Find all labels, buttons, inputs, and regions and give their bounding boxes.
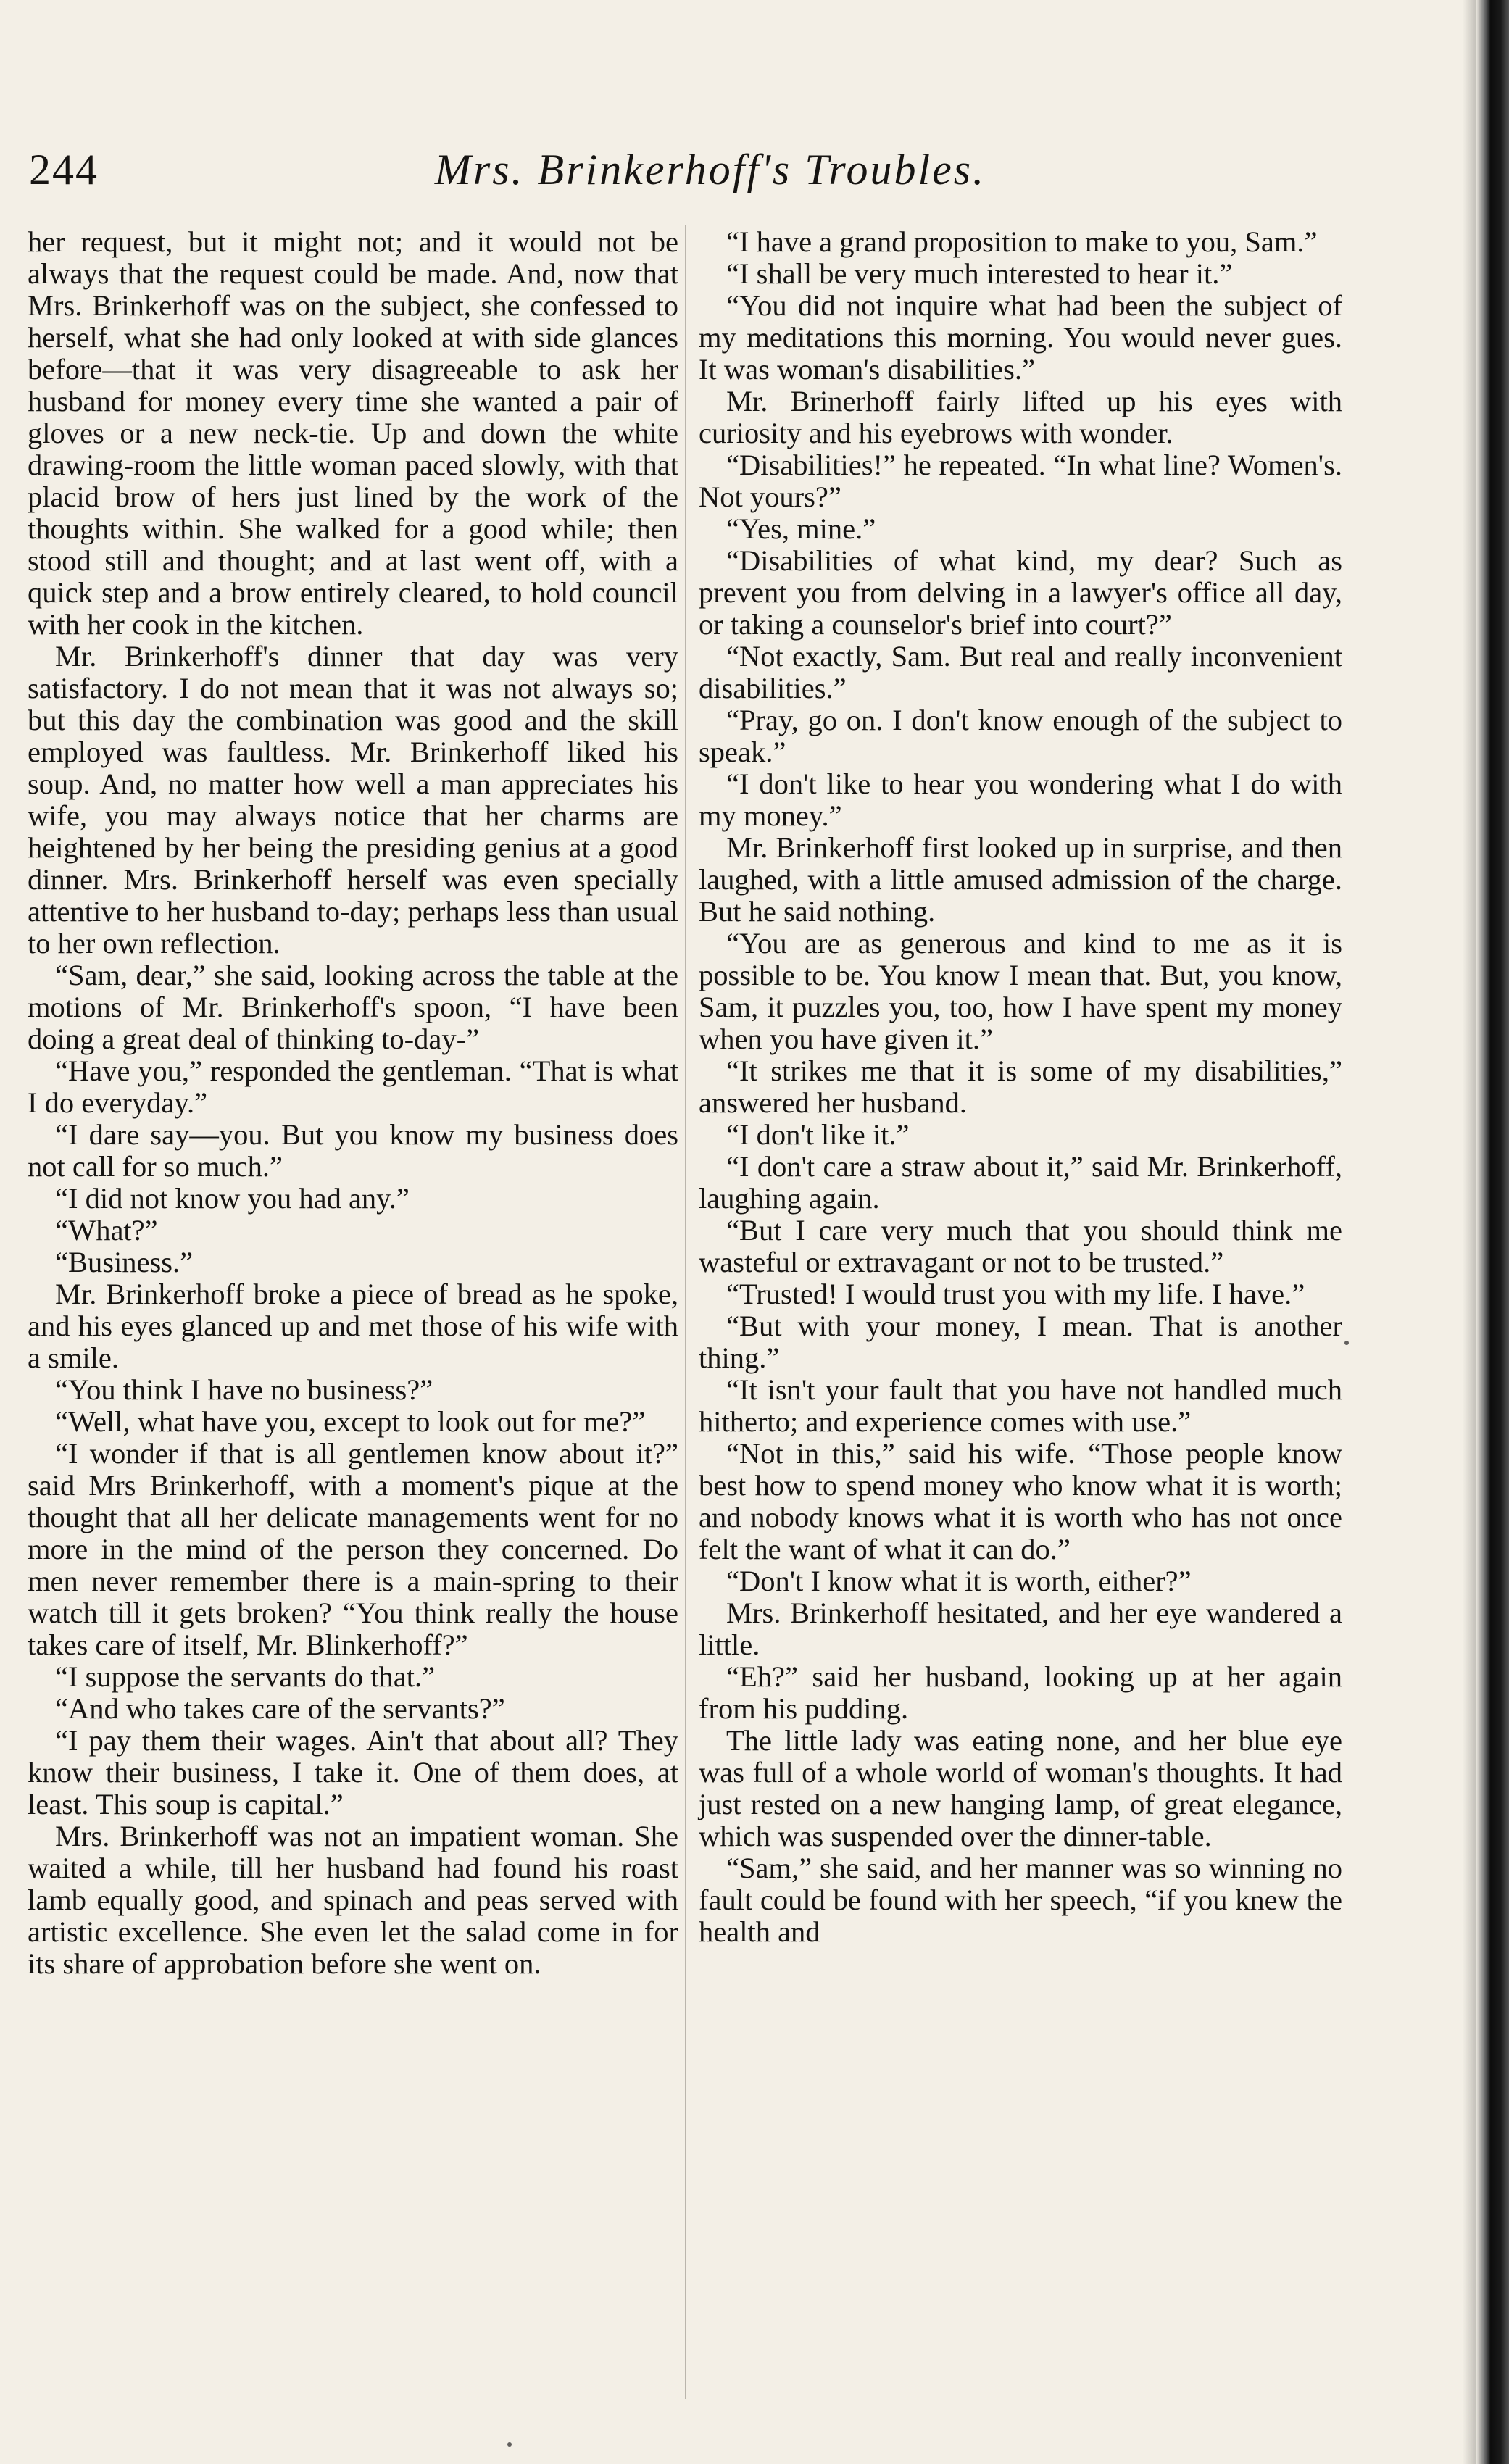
- left-column: [28, 226, 678, 1980]
- page-number: 244: [29, 146, 99, 193]
- paragraph: The little lady was eating none, and her blue eye was full of a whole world of woman's thoughts. It had just rested on a new hanging lamp, of great elegance, which was suspended over the dinner-table.: [699, 1724, 1342, 1852]
- ink-speck: [507, 2442, 512, 2447]
- paragraph: “I wonder if that is all gentlemen know about it?” said Mrs Brinkerhoff, with a moment's pique at the thought that all her delicate managements went for no more in the mind of the person they concerned. Do men never remember there is a main-spring to their watch till it gets broken? “You think really the house takes care of itself, Mr. Blinkerhoff?”: [28, 1437, 678, 1661]
- right-column: [699, 226, 1342, 1948]
- paragraph: “I dare say—you. But you know my business does not call for so much.”: [28, 1118, 678, 1183]
- paragraph: “I did not know you had any.”: [55, 1182, 410, 1215]
- page-shadow: [1463, 0, 1476, 2464]
- paragraph: “You did not inquire what had been the subject of my meditations this morning. You would never gues. It was woman's disabilities.”: [699, 289, 1342, 386]
- paragraph: “I don't like to hear you wondering what I do with my money.”: [699, 767, 1342, 832]
- paragraph: “You are as generous and kind to me as it is possible to be. You know I mean that. But, you know, Sam, it puzzles you, too, how I have spent my money when you have given it.”: [699, 927, 1342, 1055]
- paragraph: “Well, what have you, except to look out for me?”: [55, 1405, 646, 1438]
- paragraph: “Sam, dear,” she said, looking across the table at the motions of Mr. Brinkerhoff's spoon, “I have been doing a great deal of thinking to-day-”: [28, 959, 678, 1055]
- paragraph: Mr. Brinkerhoff's dinner that day was very satisfactory. I do not mean that it was not always so; but this day the combination was good and the skill employed was faultless. Mr. Brinkerhoff liked his soup. And, no matter how well a man appreciates his wife, you may always notice that her charms are heightened by her being the presiding genius at a good dinner. Mrs. Brinkerhoff herself was even specially attentive to her husband to-day; perhaps less than usual to her own reflection.: [28, 640, 678, 960]
- ink-speck: [1344, 1341, 1349, 1345]
- paragraph: “But with your money, I mean. That is another thing.”: [699, 1310, 1342, 1374]
- paragraph: “You think I have no business?”: [55, 1373, 433, 1406]
- paragraph: “I pay them their wages. Ain't that about all? They know their business, I take it. One of them does, at least. This soup is capital.”: [28, 1724, 678, 1820]
- book-binding-edge: [1476, 0, 1509, 2464]
- paragraph: “And who takes care of the servants?”: [55, 1692, 505, 1725]
- paragraph: “Have you,” responded the gentleman. “That is what I do everyday.”: [28, 1054, 678, 1119]
- paragraph: “What?”: [55, 1214, 158, 1246]
- running-title: Mrs. Brinkerhoff's Troubles.: [434, 146, 986, 193]
- paragraph: “Not in this,” said his wife. “Those people know best how to spend money who know what it is worth; and nobody knows what it is worth who has not once felt the want of what it can do.”: [699, 1437, 1342, 1565]
- paragraph: “I shall be very much interested to hear it.”: [726, 257, 1233, 290]
- paragraph: Mrs. Brinkerhoff hesitated, and her eye wandered a little.: [699, 1597, 1342, 1661]
- paragraph: “Don't I know what it is worth, either?”: [726, 1565, 1192, 1597]
- paragraph: “Eh?” said her husband, looking up at her again from his pudding.: [699, 1660, 1342, 1725]
- paragraph: “Business.”: [55, 1246, 194, 1278]
- paragraph: Mr. Brinkerhoff first looked up in surprise, and then laughed, with a little amused admission of the charge. But he said nothing.: [699, 831, 1342, 928]
- column-divider: [685, 225, 686, 2399]
- paragraph: Mr. Brinerhoff fairly lifted up his eyes with curiosity and his eyebrows with wonder.: [699, 385, 1342, 449]
- paragraph: “Disabilities!” he repeated. “In what line? Women's. Not yours?”: [699, 449, 1342, 513]
- paragraph: Mrs. Brinkerhoff was not an impatient woman. She waited a while, till her husband had found his roast lamb equally good, and spinach and peas served with artistic excellence. She even let the salad come in for its share of approbation before she went on.: [28, 1820, 678, 1980]
- paragraph: “Sam,” she said, and her manner was so winning no fault could be found with her speech, “if you knew the health and: [699, 1852, 1342, 1948]
- paragraph: “I don't care a straw about it,” said Mr. Brinkerhoff, laughing again.: [699, 1150, 1342, 1215]
- paragraph: “I have a grand proposition to make to you, Sam.”: [726, 225, 1318, 258]
- paragraph: “Not exactly, Sam. But real and really inconvenient disabilities.”: [699, 640, 1342, 704]
- paragraph: “Disabilities of what kind, my dear? Such as prevent you from delving in a lawyer's office all day, or taking a counselor's brief into court?”: [699, 544, 1342, 641]
- paragraph: “Yes, mine.”: [726, 512, 876, 545]
- paragraph: “Trusted! I would trust you with my life. I have.”: [726, 1278, 1305, 1310]
- paragraph: Mr. Brinkerhoff broke a piece of bread as he spoke, and his eyes glanced up and met those of his wife with a smile.: [28, 1278, 678, 1374]
- paragraph: “Pray, go on. I don't know enough of the subject to speak.”: [699, 704, 1342, 768]
- paragraph: “It strikes me that it is some of my disabilities,” answered her husband.: [699, 1054, 1342, 1119]
- paragraph: her request, but it might not; and it would not be always that the request could be made. And, now that Mrs. Brinkerhoff was on the subject, she confessed to herself, what she had only looked at with side glances before—that it was very disagreeable to ask her husband for money every time she wanted a pair of gloves or a new neck-tie. Up and down the white drawing-room the little woman paced slowly, with that placid brow of hers just lined by the work of the thoughts within. She walked for a good while; then stood still and thought; and at last went off, with a quick step and a brow entirely cleared, to hold council with her cook in the kitchen.: [28, 225, 678, 641]
- paragraph: “I don't like it.”: [726, 1118, 910, 1151]
- page-header: [29, 145, 1392, 203]
- paragraph: “It isn't your fault that you have not handled much hitherto; and experience comes with use.”: [699, 1373, 1342, 1438]
- paragraph: “I suppose the servants do that.”: [55, 1660, 436, 1693]
- paragraph: “But I care very much that you should think me wasteful or extravagant or not to be trusted.”: [699, 1214, 1342, 1278]
